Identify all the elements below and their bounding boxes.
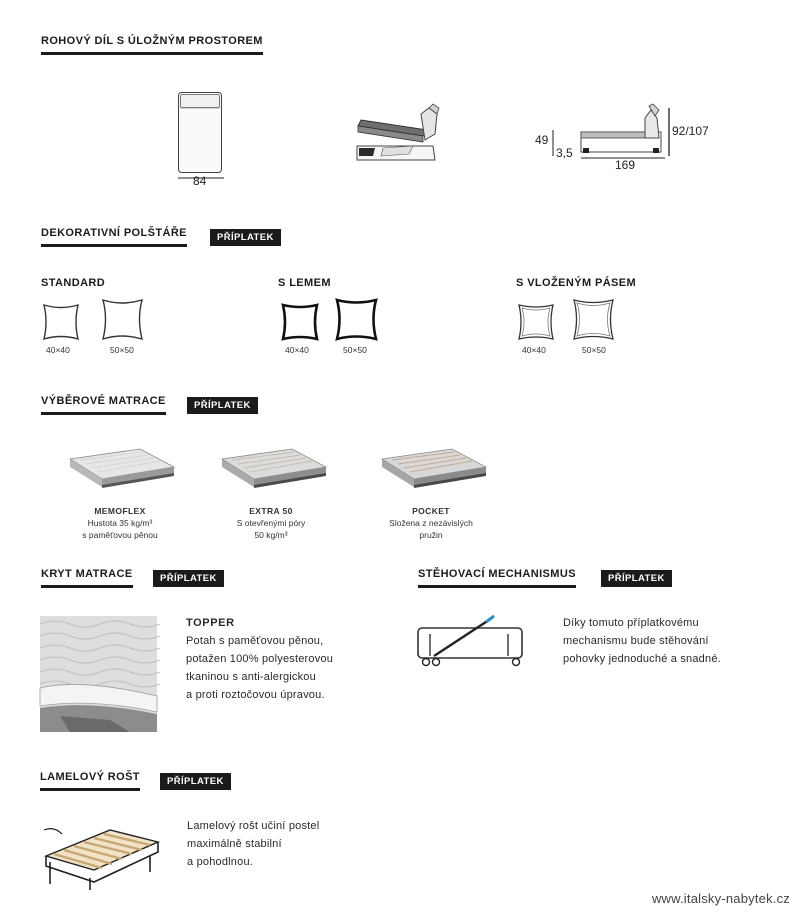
mattress-extra50-image [218, 445, 330, 495]
cover-section-title: KRYT MATRACE [41, 568, 133, 588]
pillow-standard-size-50: 50×50 [110, 345, 134, 355]
mechanism-surcharge-badge: PŘÍPLATEK [601, 570, 672, 587]
corner-section-title: ROHOVÝ DÍL S ÚLOŽNÝM PROSTOREM [41, 35, 263, 55]
pillow-piping-size-40: 40×40 [285, 345, 309, 355]
topper-title: TOPPER [186, 617, 235, 629]
mattress-memoflex-image [66, 445, 178, 495]
length-dimension-label: 169 [615, 158, 636, 172]
slatted-base-image [40, 822, 162, 890]
mattress-memoflex-caption [55, 505, 185, 541]
pillow-band-50-icon [571, 297, 616, 342]
mattress-pocket-line1: Složena z nezávislých [389, 518, 473, 528]
topper-line-4: a proti roztočovou úpravou. [186, 689, 325, 701]
mattress-memoflex-name: MEMOFLEX [94, 506, 146, 516]
slats-surcharge-badge: PŘÍPLATEK [160, 773, 231, 790]
seat-height-label: 49 [535, 133, 549, 147]
pillow-group-piping-label: S LEMEM [278, 277, 331, 289]
topper-description [186, 614, 333, 704]
pillow-standard-50-icon [100, 297, 145, 342]
mattress-pocket-caption [366, 505, 496, 541]
slats-description [187, 817, 319, 871]
slats-section-title: LAMELOVÝ ROŠT [40, 771, 140, 791]
mattress-extra50-caption [206, 505, 336, 541]
mattress-pocket-image [378, 445, 490, 495]
pillow-group-band-label: S VLOŽENÝM PÁSEM [516, 277, 637, 289]
topper-line-1: Potah s paměťovou pěnou, [186, 635, 324, 647]
mattress-memoflex-line1: Hustota 35 kg/m³ [87, 518, 153, 528]
mattress-pocket-name: POCKET [412, 506, 450, 516]
pillow-piping-50-icon [334, 297, 379, 342]
topper-line-3: tkaninou s anti-alergickou [186, 671, 316, 683]
mattress-memoflex-line2: s paměťovou pěnou [82, 530, 158, 540]
mattress-extra50-name: EXTRA 50 [249, 506, 293, 516]
pillow-group-standard-label: STANDARD [41, 277, 106, 289]
pillow-piping-40-icon [280, 302, 320, 342]
mechanism-line-3: pohovky jednoduché a snadné. [563, 653, 721, 665]
mattresses-surcharge-badge: PŘÍPLATEK [187, 397, 258, 414]
slats-line-1: Lamelový rošt učiní postel [187, 820, 320, 832]
back-height-label: 92/107 [672, 124, 709, 138]
pillow-standard-40-icon [41, 302, 81, 342]
leg-height-label: 3,5 [556, 146, 573, 160]
topper-image [40, 616, 157, 732]
mechanism-line-2: mechanismu bude stěhování [563, 635, 709, 647]
width-dimension-label: 84 [193, 174, 207, 188]
corner-top-view-drawing [170, 88, 230, 176]
website-watermark: www.italsky-nabytek.cz [651, 891, 790, 906]
mechanism-section-title: STĚHOVACÍ MECHANISMUS [418, 568, 576, 588]
cover-surcharge-badge: PŘÍPLATEK [153, 570, 224, 587]
mechanism-description [563, 614, 721, 668]
pillow-band-40-icon [516, 302, 556, 342]
mattress-pocket-line2: pružin [419, 530, 443, 540]
mattresses-section-title: VÝBĚROVÉ MATRACE [41, 395, 166, 415]
mattress-extra50-line1: S otevřenými póry [236, 518, 306, 528]
pillow-piping-size-50: 50×50 [343, 345, 367, 355]
mattress-extra50-line2: 50 kg/m³ [254, 530, 288, 540]
moving-mechanism-drawing [416, 612, 526, 670]
pillows-section-title: DEKORATIVNÍ POLŠTÁŘE [41, 227, 187, 247]
pillow-band-size-40: 40×40 [522, 345, 546, 355]
mechanism-line-1: Díky tomuto příplatkovému [563, 617, 699, 629]
slats-line-3: a pohodlnou. [187, 856, 254, 868]
slats-line-2: maximálně stabilní [187, 838, 282, 850]
topper-line-2: potažen 100% polyesterovou [186, 653, 334, 665]
pillows-surcharge-badge: PŘÍPLATEK [210, 229, 281, 246]
pillow-band-size-50: 50×50 [582, 345, 606, 355]
height-dimension-lines [551, 106, 676, 174]
corner-perspective-drawing [355, 104, 445, 162]
pillow-standard-size-40: 40×40 [46, 345, 70, 355]
